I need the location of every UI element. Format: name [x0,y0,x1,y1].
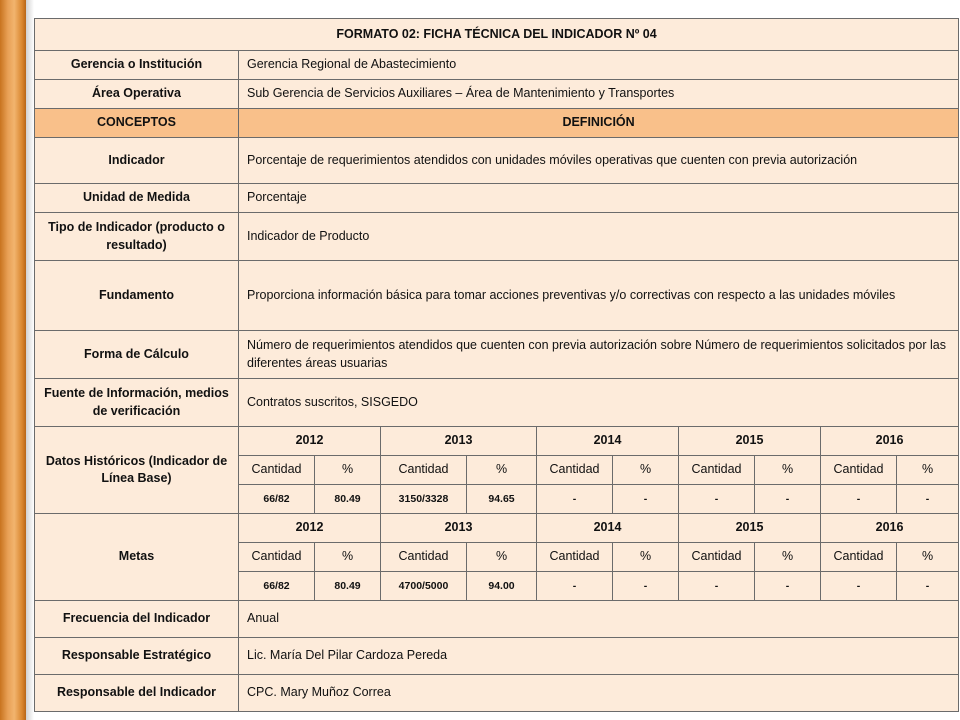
resp-estrategico-label: Responsable Estratégico [35,638,239,675]
tipo-label: Tipo de Indicador (producto o resultado) [35,213,239,261]
historicos-col: % [755,456,821,485]
historicos-year-row [35,427,959,456]
metas-val: 66/82 [239,572,315,601]
metas-col: Cantidad [239,543,315,572]
decorative-sidebar [0,0,26,720]
metas-year-row [35,514,959,543]
historicos-val: 94.65 [467,485,537,514]
metas-val: 80.49 [315,572,381,601]
metas-val: - [537,572,613,601]
metas-col: % [315,543,381,572]
resp-indicador-label: Responsable del Indicador [35,675,239,712]
fundamento-value: Proporciona información básica para tomar acciones preventivas y/o correctivas con respecto a las unidades móviles [239,261,959,331]
historicos-year: 2012 [239,427,381,456]
header-row [35,109,959,138]
title-row [35,19,959,51]
row-frecuencia [35,601,959,638]
fuente-label: Fuente de Información, medios de verificación [35,379,239,427]
fuente-value: Contratos suscritos, SISGEDO [239,379,959,427]
row-calculo [35,331,959,379]
metas-col: % [467,543,537,572]
frecuencia-label: Frecuencia del Indicador [35,601,239,638]
historicos-val: 3150/3328 [381,485,467,514]
row-indicador [35,138,959,184]
historicos-col: Cantidad [679,456,755,485]
metas-val: - [613,572,679,601]
metas-year: 2014 [537,514,679,543]
indicator-sheet-table [34,18,959,712]
gerencia-label: Gerencia o Institución [35,51,239,80]
fundamento-label: Fundamento [35,261,239,331]
tipo-value: Indicador de Producto [239,213,959,261]
historicos-year: 2015 [679,427,821,456]
metas-year: 2013 [381,514,537,543]
metas-val: - [897,572,959,601]
historicos-val: - [537,485,613,514]
metas-year: 2012 [239,514,381,543]
historicos-col: % [897,456,959,485]
calculo-label: Forma de Cálculo [35,331,239,379]
historicos-col: Cantidad [239,456,315,485]
sheet-title: FORMATO 02: FICHA TÉCNICA DEL INDICADOR Nº 04 [35,19,959,51]
historicos-year: 2014 [537,427,679,456]
resp-indicador-value: CPC. Mary Muñoz Correa [239,675,959,712]
metas-year: 2016 [821,514,959,543]
historicos-year: 2013 [381,427,537,456]
historicos-val: - [679,485,755,514]
historicos-col: Cantidad [381,456,467,485]
conceptos-header: CONCEPTOS [35,109,239,138]
row-fundamento [35,261,959,331]
row-unidad [35,184,959,213]
area-label: Área Operativa [35,80,239,109]
historicos-col: Cantidad [537,456,613,485]
historicos-val: - [613,485,679,514]
historicos-val: - [897,485,959,514]
metas-val: 94.00 [467,572,537,601]
gerencia-value: Gerencia Regional de Abastecimiento [239,51,959,80]
row-resp-indicador [35,675,959,712]
metas-val: 4700/5000 [381,572,467,601]
historicos-val: 80.49 [315,485,381,514]
historicos-val: 66/82 [239,485,315,514]
metas-col: Cantidad [381,543,467,572]
metas-col: % [755,543,821,572]
indicador-value: Porcentaje de requerimientos atendidos con unidades móviles operativas que cuenten con previa autorización [239,138,959,184]
metas-col: Cantidad [821,543,897,572]
historicos-col: % [613,456,679,485]
historicos-col: Cantidad [821,456,897,485]
historicos-year: 2016 [821,427,959,456]
row-fuente [35,379,959,427]
metas-col: Cantidad [679,543,755,572]
calculo-value: Número de requerimientos atendidos que cuenten con previa autorización sobre Número de requerimientos solicitados por las diferentes áreas usuarias [239,331,959,379]
historicos-label: Datos Históricos (Indicador de Línea Base) [35,427,239,514]
row-area [35,80,959,109]
metas-col: % [613,543,679,572]
metas-col: % [897,543,959,572]
metas-val: - [821,572,897,601]
metas-col: Cantidad [537,543,613,572]
historicos-val: - [755,485,821,514]
page-shadow [26,0,34,720]
historicos-col: % [467,456,537,485]
metas-label: Metas [35,514,239,601]
metas-val: - [755,572,821,601]
resp-estrategico-value: Lic. María Del Pilar Cardoza Pereda [239,638,959,675]
row-gerencia [35,51,959,80]
row-tipo [35,213,959,261]
metas-year: 2015 [679,514,821,543]
unidad-value: Porcentaje [239,184,959,213]
frecuencia-value: Anual [239,601,959,638]
row-resp-estrategico [35,638,959,675]
unidad-label: Unidad de Medida [35,184,239,213]
indicador-label: Indicador [35,138,239,184]
historicos-val: - [821,485,897,514]
definicion-header: DEFINICIÓN [239,109,959,138]
metas-val: - [679,572,755,601]
area-value: Sub Gerencia de Servicios Auxiliares – Área de Mantenimiento y Transportes [239,80,959,109]
historicos-col: % [315,456,381,485]
